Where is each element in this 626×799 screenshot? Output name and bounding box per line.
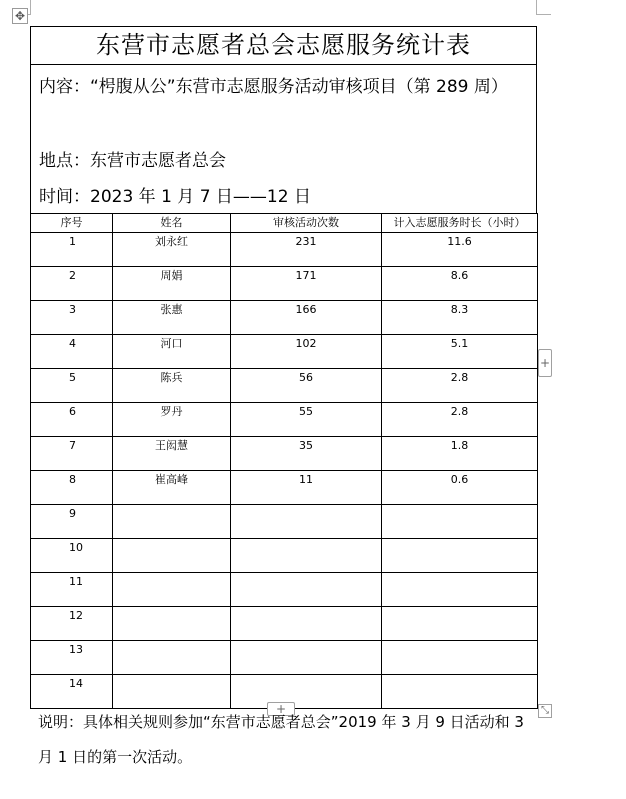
cell-name[interactable]: 陈兵	[113, 369, 231, 403]
cell-name[interactable]: 河口	[113, 335, 231, 369]
cell-activity-count[interactable]: 231	[231, 233, 382, 267]
cell-name[interactable]	[113, 607, 231, 641]
table-row	[31, 301, 538, 335]
cell-index[interactable]: 4	[31, 335, 113, 369]
table-row	[31, 335, 538, 369]
cell-service-hours[interactable]: 11.6	[382, 233, 538, 267]
table-row	[31, 607, 538, 641]
table-row	[31, 437, 538, 471]
document-title: 东营市志愿者总会志愿服务统计表	[31, 27, 536, 65]
cell-activity-count[interactable]	[231, 607, 382, 641]
table-row	[31, 641, 538, 675]
cell-service-hours[interactable]	[382, 539, 538, 573]
cell-name[interactable]: 王闳慧	[113, 437, 231, 471]
header-activity-count: 审核活动次数	[231, 214, 382, 233]
cell-name[interactable]: 刘永红	[113, 233, 231, 267]
cell-name[interactable]	[113, 675, 231, 709]
cell-service-hours[interactable]: 2.8	[382, 369, 538, 403]
cell-service-hours[interactable]	[382, 573, 538, 607]
cell-index[interactable]: 6	[31, 403, 113, 437]
table-header-row	[31, 214, 538, 233]
cell-index[interactable]: 11	[31, 573, 113, 607]
cell-service-hours[interactable]: 8.6	[382, 267, 538, 301]
table-row	[31, 369, 538, 403]
table-header-box	[30, 26, 537, 214]
cell-index[interactable]: 2	[31, 267, 113, 301]
cell-service-hours[interactable]: 8.3	[382, 301, 538, 335]
cell-service-hours[interactable]: 1.8	[382, 437, 538, 471]
cell-service-hours[interactable]	[382, 505, 538, 539]
cell-name[interactable]: 张惠	[113, 301, 231, 335]
cell-name[interactable]	[113, 573, 231, 607]
add-row-button[interactable]: +	[267, 702, 295, 716]
cell-index[interactable]: 7	[31, 437, 113, 471]
cell-name[interactable]	[113, 539, 231, 573]
cell-activity-count[interactable]	[231, 641, 382, 675]
page-corner-mark-right	[536, 0, 551, 15]
table-row	[31, 267, 538, 301]
cell-index[interactable]: 8	[31, 471, 113, 505]
table-resize-icon[interactable]: ⤡	[538, 704, 552, 718]
table-row	[31, 539, 538, 573]
table-row	[31, 573, 538, 607]
info-content: 内容：“枵腹从公”东营市志愿服务活动审核项目（第 289 周）	[39, 77, 508, 97]
cell-index[interactable]: 3	[31, 301, 113, 335]
table-row	[31, 403, 538, 437]
cell-index[interactable]: 13	[31, 641, 113, 675]
table-row	[31, 471, 538, 505]
cell-index[interactable]: 5	[31, 369, 113, 403]
cell-activity-count[interactable]: 35	[231, 437, 382, 471]
cell-activity-count[interactable]: 55	[231, 403, 382, 437]
cell-service-hours[interactable]	[382, 607, 538, 641]
table-move-icon[interactable]: ✥	[12, 8, 28, 24]
cell-activity-count[interactable]	[231, 539, 382, 573]
cell-index[interactable]: 9	[31, 505, 113, 539]
stats-table	[30, 213, 538, 709]
header-service-hours: 计入志愿服务时长（小时）	[382, 214, 538, 233]
cell-service-hours[interactable]	[382, 675, 538, 709]
cell-service-hours[interactable]	[382, 641, 538, 675]
table-row	[31, 233, 538, 267]
cell-activity-count[interactable]	[231, 505, 382, 539]
cell-name[interactable]	[113, 505, 231, 539]
cell-activity-count[interactable]	[231, 573, 382, 607]
cell-activity-count[interactable]: 56	[231, 369, 382, 403]
cell-name[interactable]: 罗丹	[113, 403, 231, 437]
cell-activity-count[interactable]: 11	[231, 471, 382, 505]
cell-name[interactable]: 崔高峰	[113, 471, 231, 505]
footnote: 说明：具体相关规则参加“东营市志愿者总会”2019 年 3 月 9 日活动和 3 月 1 日的第一次活动。	[38, 713, 524, 766]
cell-name[interactable]: 周娟	[113, 267, 231, 301]
cell-index[interactable]: 14	[31, 675, 113, 709]
cell-activity-count[interactable]: 171	[231, 267, 382, 301]
cell-name[interactable]	[113, 641, 231, 675]
header-name: 姓名	[113, 214, 231, 233]
cell-service-hours[interactable]: 2.8	[382, 403, 538, 437]
cell-activity-count[interactable]	[231, 675, 382, 709]
cell-activity-count[interactable]: 102	[231, 335, 382, 369]
cell-service-hours[interactable]: 0.6	[382, 471, 538, 505]
add-column-button[interactable]: +	[538, 349, 552, 377]
cell-activity-count[interactable]: 166	[231, 301, 382, 335]
cell-index[interactable]: 1	[31, 233, 113, 267]
cell-index[interactable]: 12	[31, 607, 113, 641]
cell-service-hours[interactable]: 5.1	[382, 335, 538, 369]
info-location: 地点：东营市志愿者总会	[39, 151, 226, 171]
info-time: 时间：2023 年 1 月 7 日——12 日	[39, 187, 311, 207]
cell-index[interactable]: 10	[31, 539, 113, 573]
header-index: 序号	[31, 214, 113, 233]
table-row	[31, 505, 538, 539]
